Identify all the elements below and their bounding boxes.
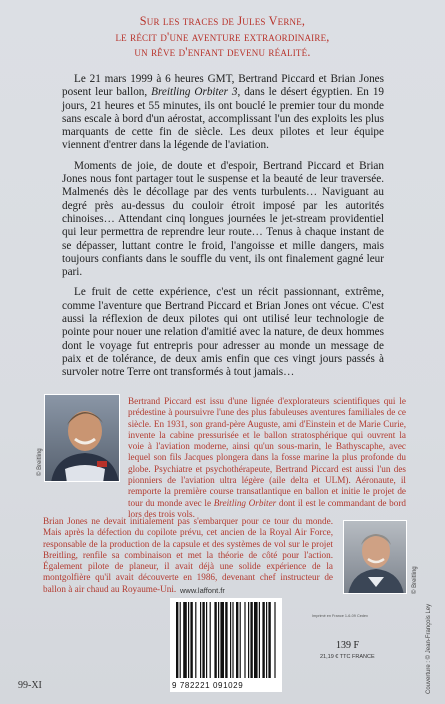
barcode-bar — [274, 602, 275, 678]
barcode-bar — [180, 602, 181, 678]
barcode-bar — [220, 602, 224, 678]
barcode-bar — [218, 602, 219, 678]
barcode-bars — [170, 598, 282, 682]
tagline-line: Sur les traces de Jules Verne, — [139, 14, 306, 28]
barcode-bar — [188, 602, 189, 678]
tagline — [0, 14, 445, 61]
photo-credit: © Breitling — [412, 566, 418, 594]
barcode-bar — [266, 602, 267, 678]
jones-photo — [343, 520, 407, 594]
balloon-name: Breitling Orbiter 3 — [151, 86, 238, 99]
bio-text: dont il est le commandant de bord lors des trois vols. — [128, 497, 406, 519]
publisher-url[interactable]: www.laffont.fr — [180, 586, 225, 595]
barcode-bar — [244, 602, 245, 678]
blurb-paragraph-3: Le fruit de cette expérience, c'est un récit passionnant, extrême, comme l'aventure que Bertrand Piccard et Brian Jones ont vécue. C'est aussi la réflexion de deux pilotes qui ont utilisé leur technologie de pointe pour nouer une relation d'amitié avec la nature, de deux hommes dont le voyage fut entrepris pour adresser au monde un message de paix et de tolérance, de deux amis enfin que ces vingt jours passés à survoler notre Terre ont transformés à tout jamais… — [62, 286, 384, 379]
tagline-line: un rêve d'enfant devenu réalité. — [134, 45, 311, 59]
barcode-bar — [225, 602, 227, 678]
barcode-bar — [230, 602, 231, 678]
barcode-bar — [254, 602, 258, 678]
piccard-photo — [44, 394, 120, 482]
barcode-bar — [214, 602, 216, 678]
barcode-bar — [240, 602, 241, 678]
barcode-bar — [190, 602, 192, 678]
balloon-name: Breitling Orbiter — [213, 497, 277, 508]
blurb — [62, 73, 384, 380]
barcode-bar — [259, 602, 260, 678]
printing-note: Imprimé en France 1-6-09 Cedex — [312, 614, 368, 618]
barcode-bar — [200, 602, 201, 678]
barcode-bar — [183, 602, 187, 678]
barcode-bar — [232, 602, 233, 678]
piccard-bio — [128, 396, 406, 520]
barcode-bar — [195, 602, 196, 678]
barcode — [170, 598, 282, 692]
barcode-bar — [250, 602, 252, 678]
blurb-text: Le 21 mars 1999 à 6 heures GMT, Bertrand Piccard et Brian Jones posent leur ballon, — [62, 73, 384, 99]
barcode-bar — [268, 602, 270, 678]
barcode-bar — [248, 602, 249, 678]
barcode-bar — [206, 602, 207, 678]
photo-credit: © Breitling — [37, 448, 43, 476]
barcode-digits: 9 782221 091029 — [172, 681, 244, 690]
catalog-code: 99-XI — [18, 680, 42, 691]
cover-credit: Couverture : © Jean-François Ley — [426, 603, 432, 694]
barcode-bar — [210, 602, 211, 678]
price-franc: 139 F — [336, 640, 360, 651]
barcode-bar — [176, 602, 178, 678]
barcode-bar — [202, 602, 204, 678]
blurb-paragraph-2: Moments de joie, de doute et d'espoir, Bertrand Piccard et Brian Jones nous font partager tout le suspense et la beauté de leur traversée. Malmenés dès le décollage par des vents turbulents… Naviguant au degré près au-dessus du couloir étroit imposé par les autorités chinoises… Attendant cinq longues journées le jet-stream providentiel qui leur permettra de reprendre leur route… Tenus à chaque instant de se dépasser, luttant contre le froid, l'angoisse et mille dangers, mais toujours confiants dans le souffle du vent, ils ont finalement gagné leur pari. — [62, 159, 384, 279]
tagline-line: le récit d'une aventure extraordinaire, — [115, 29, 330, 44]
blurb-text: , dans le désert égyptien. En 19 jours, 21 heures et 55 minutes, ils ont bouclé le premier tour du monde sans escale à bord d'un aérostat, accomplissant l'un des exploits les plus marquants de cette fin de siècle. Les deux pilotes et leur équipe viennent d'entrer dans la légende de l'aviation. — [62, 86, 385, 152]
bio-text: Bertrand Piccard est issu d'une lignée d'explorateurs scientifiques qui le prédestine à poursuivre l'une des plus fabuleuses aventures familiales de ce siècle. En 1931, son grand-père Auguste, ami d'Einstein et de Marie Curie, invente la cabine pressurisée et le ballon stratosphérique qui ouvrent la voie à l'aviation moderne, ainsi qu'un sous-marin, le Bathyscaphe, avec lequel son fils Jacques plongera dans la fosse marine la plus profonde du globe. Psychiatre et psychothérapeute, Bertrand Piccard est aussi l'un des pionniers de l'aviation ultra légère (aile delta et ULM). Aéronaute, il remporte la première course transatlantique en ballon et initie le projet de tour du monde avec le — [128, 396, 406, 508]
jones-bio: Brian Jones ne devait initialement pas s'embarquer pour ce tour du monde. Mais après la défection du copilote prévu, cet ancien de la Royal Air Force, responsable de la production de la capsule et des systèmes de vol sur le projet Breitling, renfile sa combinaison et met la théorie de côté pour l'action. Également pilote de planeur, il avait déjà une solide expérience de la montgolfière qu'il avait découverte en 1986, devenant chef instructeur de ballon à air chaud au Royaume-Uni. — [43, 516, 333, 594]
blurb-paragraph-1 — [62, 73, 384, 153]
price-euro: 21,19 € TTC FRANCE — [320, 654, 375, 660]
barcode-bar — [262, 602, 264, 678]
barcode-bar — [236, 602, 238, 678]
